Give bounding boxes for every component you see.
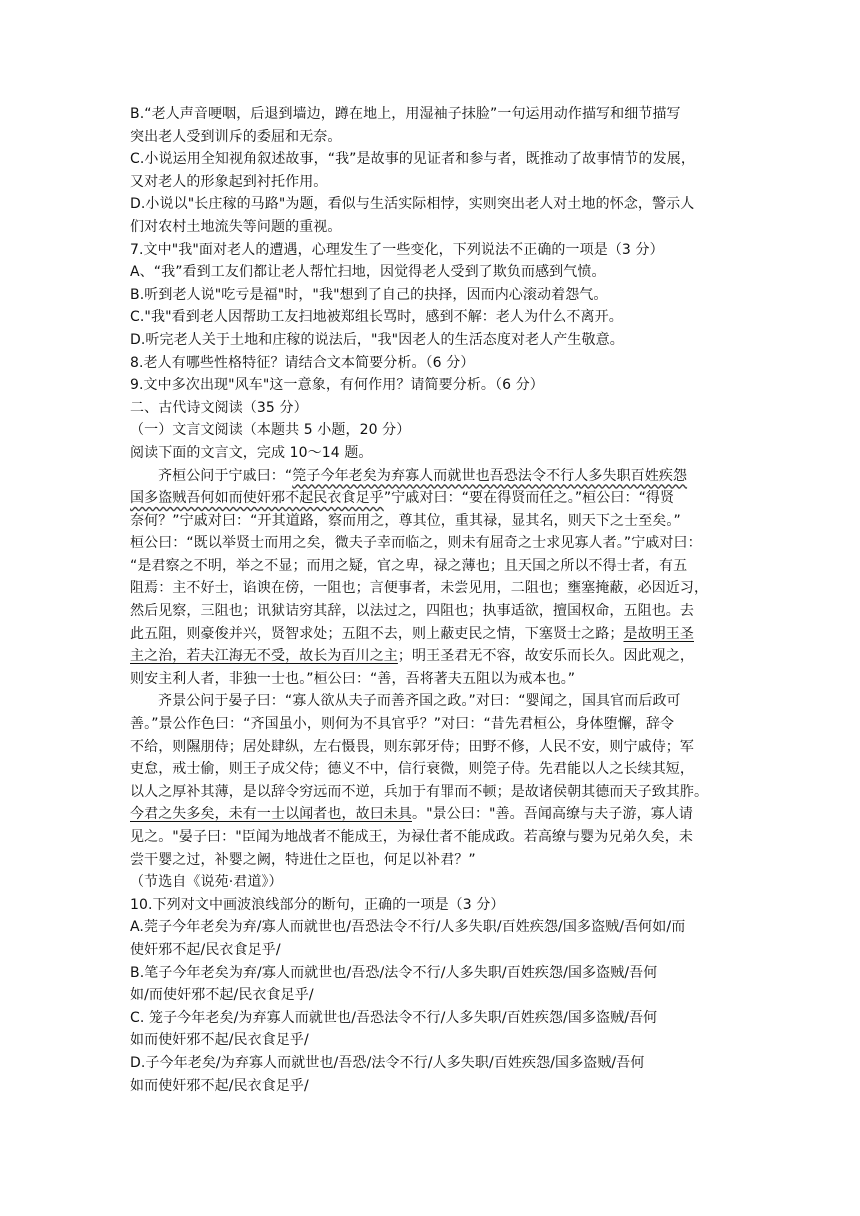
source-citation: （节选自《说苑·君道》）: [130, 874, 283, 891]
document-content: [130, 103, 735, 1097]
underlined-sentence: 是故明王圣: [623, 625, 694, 642]
wavy-underlined-text: 筦子今年老矣为弃寡人而就世也吾恐法令不行人多失职百姓疾怨: [292, 467, 688, 484]
reading-instruction: 阅读下面的文言文，完成 10～14 题。: [130, 444, 373, 461]
q6-option-c: C.小说运用全知视角叙述故事，“我”是故事的见证者和参与者，既推动了故事情节的发展， 又对老人的形象起到衬托作用。: [130, 151, 695, 190]
subsection-heading: （一）文言文阅读（本题共 5 小题，20 分）: [130, 422, 411, 439]
q7-option-a: A、“我”看到工友们都让老人帮忙扫地，因觉得老人受到了欺负而感到气愤。: [130, 264, 606, 281]
q6-option-d: D.小说以"长庄稼的马路"为题，看似与生活实际相悖，实则突出老人对土地的怀念，警示人 们对农村土地流失等问题的重视。: [130, 196, 695, 235]
q7-option-d: D.听完老人关于土地和庄稼的说法后，"我"因老人的生活态度对老人产生敬意。: [130, 331, 624, 348]
passage-2: 齐景公问于晏子曰：“寡人欲从夫子而善齐国之政。”对曰：“婴闻之，国具官而后政可 善。”景公作色曰：“齐国虽小，则何为不具官乎？”对曰：“昔先君桓公，身体堕懈，辞令 不给，则隰朋侍；居处肆纵，左右慑畏，则东郭牙侍；田野不修，人民不安，则宁戚侍；军 吏怠，戒士偷，则王子成父侍；德义不中，信行衰微，则筦子侍。先君能以人之长续其短， 以人之厚补其薄，是以辞令穷远而不逆，兵加于有罪而不顿；是故诸侯朝其德而天子致其胙。 今君之失多矣，未有一士以闻者也，故曰未具。"景公曰："善。吾闻高缭与夫子游，寡人请 见之。"晏子曰："臣闻为地战者不能成王，为禄仕者不能成政。若高缭与婴为兄弟久矣，未 尝干婴之过，补婴之阙，特进仕之臣也，何足以补君？”: [130, 693, 709, 868]
passage-1: 齐桓公问于宁戚曰：“筦子今年老矣为弃寡人而就世也吾恐法令不行人多失职百姓疾怨 国多盗贼吾何如而使奸邪不起民衣食足乎”宁戚对曰：“要在得贤而任之。”桓公曰：“得贤 奈何？”宁戚对曰：“开其道路，察而用之，尊其位，重其禄，显其名，则天下之士至矣。” 桓公曰：“既以举贤士而用之矣，微夫子幸而临之，则未有屈奇之士求见寡人者。”宁戚对曰： “是君察之不明，举之不显；而用之疑，官之卑，禄之薄也；且天国之所以不得士者，有五 阻焉：主不好士，谄谀在傍，一阻也；言便事者，未尝见用，二阻也；壅塞掩蔽，必因近习， 然后见察，三阻也；讯狱诘穷其辞，以法过之，四阻也；执事适欲，擅国权命，五阻也。去 此五阻，则豪俊并兴，贤智求处；五阻不去，则上蔽吏民之情，下塞贤士之路；是故明王圣 主之治，若夫江海无不受，故长为百川之主；明王圣君无不容，故安乐而长久。因此观之， 则安主利人者，非独一士也。”桓公曰：“善，吾将著夫五阻以为戒本也。”: [130, 467, 709, 687]
q10-option-c: C. 笼子今年老矣/为弃寡人而就世也/吾恐法令不行/人多失职/百姓疾怨/国多盗贼/吾何 如而使奸邪不起/民衣食足乎/: [130, 1009, 658, 1049]
q7-stem: 7.文中"我"面对老人的遭遇，心理发生了一些变化，下列说法不正确的一项是（3 分）: [130, 241, 664, 258]
q8-stem: 8.老人有哪些性格特征？请结合文本简要分析。（6 分）: [130, 354, 475, 371]
q7-option-b: B.听到老人说"吃亏是福"时，"我"想到了自己的抉择，因而内心滚动着怨气。: [130, 286, 608, 303]
q10-option-d: D.子今年老矣/为弃寡人而就世也/吾恐/法令不行/人多失职/百姓疾怨/国多盗贼/吾何 如而使奸邪不起/民衣食足乎/: [130, 1054, 645, 1094]
underlined-sentence: 主之治，若夫江海无不受，故长为百川之主: [130, 648, 398, 665]
q10-option-a: A.莞子今年老矣为弃/寡人而就世也/吾恐法令不行/人多失职/百姓疾怨/国多盗贼/吾何如/而 使奸邪不起/民衣食足乎/: [130, 919, 686, 958]
q10-stem: 10.下列对文中画波浪线部分的断句，正确的一项是（3 分）: [130, 896, 505, 913]
q7-option-c: C."我"看到老人因帮助工友扫地被郑组长骂时，感到不解：老人为什么不离开。: [130, 309, 623, 326]
q10-option-b: B.笔子今年老矣为弃/寡人而就世也/吾恐/法令不行/人多失职/百姓疾怨/国多盗贼/吾何 如/而使奸邪不起/民衣食足乎/: [130, 964, 658, 1004]
underlined-sentence: 今君之失多矣，未有一士以闻者也，故曰未具: [130, 806, 412, 823]
section-heading: 二、古代诗文阅读（35 分）: [130, 399, 308, 416]
q9-stem: 9.文中多次出现"风车"这一意象，有何作用？请简要分析。（6 分）: [130, 377, 544, 394]
q6-option-b: B.“老人声音哽咽，后退到墙边，蹲在地上，用湿袖子抹脸”一句运用动作描写和细节描写 突出老人受到训斥的委屈和无奈。: [130, 106, 681, 145]
wavy-underlined-text: 国多盗贼吾何如而使奸邪不起民衣食足乎: [130, 490, 384, 507]
